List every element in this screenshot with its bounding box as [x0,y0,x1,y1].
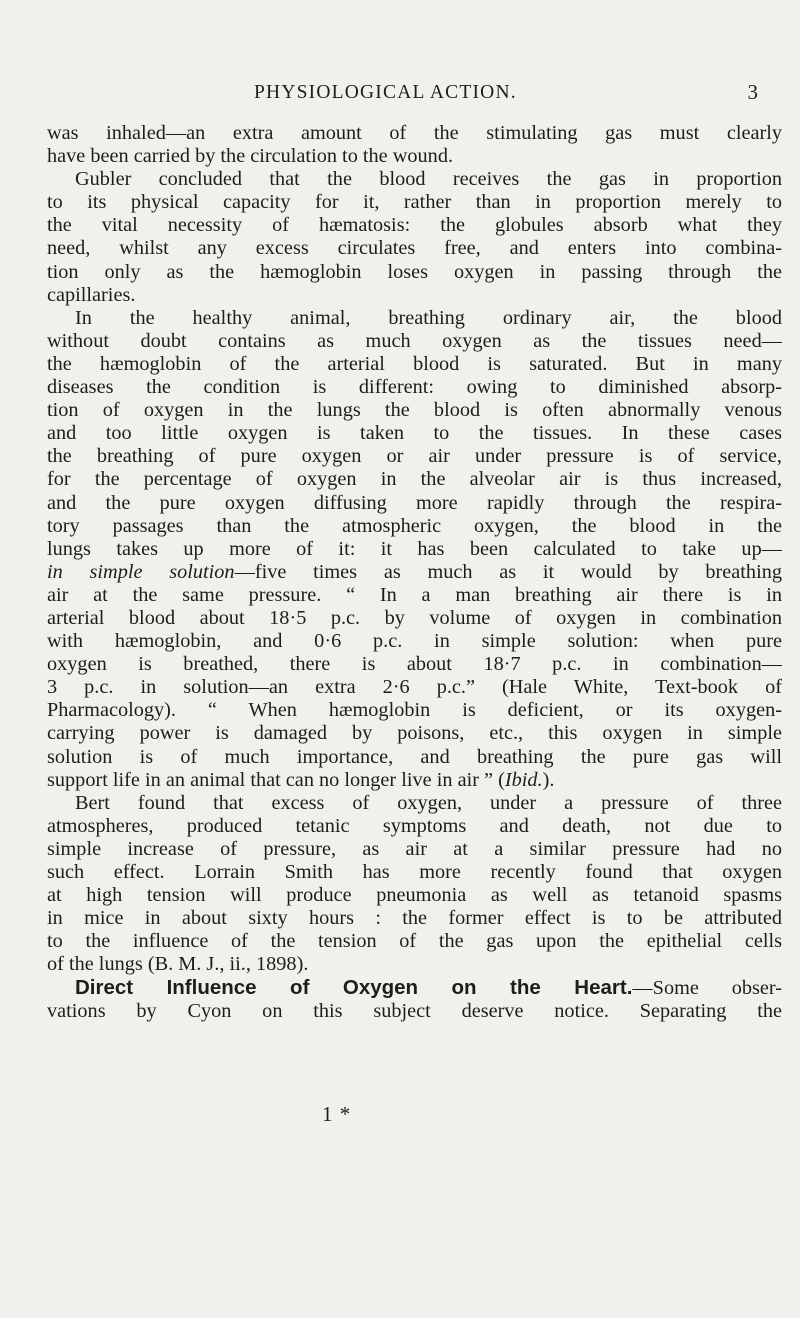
body-text [47,122,782,1023]
text-line: of the lungs (B. M. J., ii., 1898). [47,953,309,976]
signature-mark: 1 * [322,1102,352,1126]
text-line: to its physical capacity for it, rather than in proportion merely to [47,191,782,214]
text-line: the breathing of pure oxygen or air under pressure is of service, [47,445,782,468]
text-segment: support life in an animal that can no longer live in air ” ( [47,768,505,791]
text-line: Gubler concluded that the blood receives the gas in proportion [75,168,782,191]
text-line: In the healthy animal, breathing ordinary air, the blood [75,306,782,329]
text-line: vations by Cyon on this subject deserve notice. Separating the [47,999,782,1022]
italic-text: Ibid. [504,768,543,791]
text-line: solution is of much importance, and breathing the pure gas will [47,745,782,768]
text-line: for the percentage of oxygen in the alveolar air is thus increased, [47,468,782,491]
text-line: simple increase of pressure, as air at a similar pressure had no [47,837,782,860]
italic-text: in simple solution [47,560,235,583]
text-line: in mice in about sixty hours : the former effect is to be attributed [47,907,782,930]
text-line: tion only as the hæmoglobin loses oxygen in passing through the [47,260,782,283]
text-line: at high tension will produce pneumonia as well as tetanoid spasms [47,884,782,907]
text-line: to the influence of the tension of the gas upon the epithelial cells [47,930,782,953]
section-heading: Direct Influence of Oxygen on the Heart. [75,976,633,1000]
text-line: need, whilst any excess circulates free, and enters into combina- [47,237,782,260]
text-segment: ). [542,768,555,791]
text-line: capillaries. [47,283,136,306]
running-title: PHYSIOLOGICAL ACTION. [254,82,517,103]
text-line: have been carried by the circulation to the wound. [47,145,454,168]
text-line: carrying power is damaged by poisons, etc., this oxygen in simple [47,722,782,745]
text-line: was inhaled—an extra amount of the stimulating gas must clearly [47,122,782,144]
text-line: arterial blood about 18·5 p.c. by volume of oxygen in combination [47,606,782,629]
text-line [47,561,782,584]
text-line: air at the same pressure. “ In a man breathing air there is in [47,583,782,606]
text-line [47,769,782,792]
text-line: without doubt contains as much oxygen as the tissues need— [47,329,782,352]
text-line: with hæmoglobin, and 0·6 p.c. in simple solution: when pure [47,630,782,653]
text-line: the hæmoglobin of the arterial blood is saturated. But in many [47,352,782,375]
text-line: lungs takes up more of it: it has been calculated to take up— [47,537,782,560]
text-line: tory passages than the atmospheric oxygen, the blood in the [47,514,782,537]
text-line: Pharmacology). “ When hæmoglobin is deficient, or its oxygen- [47,699,782,722]
text-line: such effect. Lorrain Smith has more recently found that oxygen [47,861,782,883]
text-segment: —five times as much as it would by breathing [234,560,782,583]
text-line: atmospheres, produced tetanic symptoms and death, not due to [47,814,782,837]
text-line: Bert found that excess of oxygen, under a pressure of three [75,791,782,814]
text-line: 3 p.c. in solution—an extra 2·6 p.c.” (Hale White, Text-book of [47,676,782,699]
text-line: diseases the condition is different: owing to diminished absorp- [47,376,782,399]
text-line [47,976,782,999]
text-line: and the pure oxygen diffusing more rapidly through the respira- [47,491,782,514]
text-line: the vital necessity of hæmatosis: the globules absorb what they [47,214,782,237]
page-number: 3 [747,80,758,104]
text-line: oxygen is breathed, there is about 18·7 p.c. in combination— [47,653,782,676]
running-head [94,82,774,108]
text-line: and too little oxygen is taken to the tissues. In these cases [47,422,782,445]
text-segment: —Some obser- [632,977,782,1000]
text-line: tion of oxygen in the lungs the blood is often abnormally venous [47,399,782,422]
